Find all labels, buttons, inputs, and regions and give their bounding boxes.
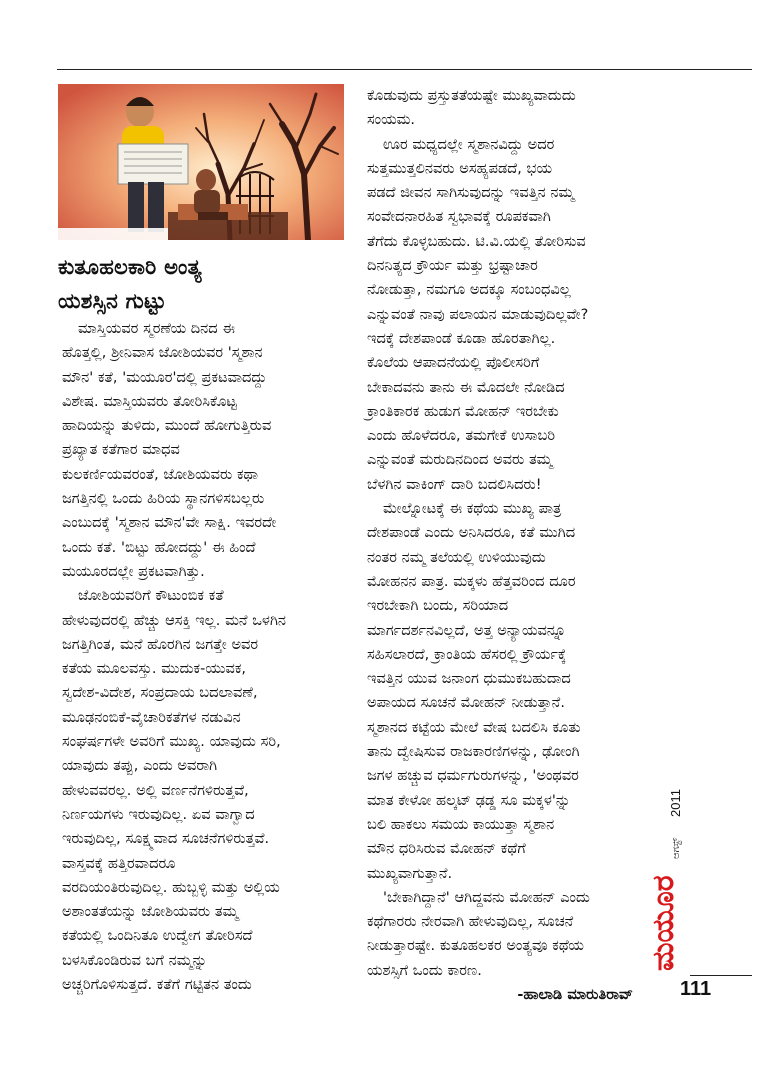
- paragraph-line: ಇವತ್ತಿನ ಯುವ ಜನಾಂಗ ಧುಮುಕಬಹುದಾದ: [367, 671, 571, 688]
- paragraph-line: ಕತೆಯ ಮೂಲವಸ್ತು. ಮುದುಕ-ಯುವಕ,: [62, 661, 247, 678]
- headline-line-1: ಕುತೂಹಲಕಾರಿ ಅಂತ್ಯ: [58, 255, 202, 279]
- paragraph-line: ಮಾರ್ಗದರ್ಶನವಿಲ್ಲದೆ, ಅತ್ತ ಅನ್ಯಾಯವನ್ನೂ: [367, 622, 567, 639]
- paragraph-line: ಬೆಳಗಿನ ವಾಕಿಂಗ್ ದಾರಿ ಬದಲಿಸಿದರು!: [367, 476, 542, 493]
- paragraph-line: ಬಳಸಿಕೊಂಡಿರುವ ಬಗೆ ನಮ್ಮನ್ನು: [62, 952, 208, 969]
- paragraph-line: ಹಾದಿಯನ್ನು ತುಳಿದು, ಮುಂದೆ ಹೋಗುತ್ತಿರುವ: [62, 418, 272, 435]
- paragraph-line: ಅಪಾಯದ ಸೂಚನೆ ಮೋಹನ್ ನೀಡುತ್ತಾನೆ.: [367, 695, 565, 712]
- paragraph-line: ಹೇಳುವುದರಲ್ಲಿ ಹೆಚ್ಚು ಆಸಕ್ತಿ ಇಲ್ಲ. ಮನೆ ಒಳಗಿನ: [62, 612, 287, 629]
- paragraph-line: ಮೌನ' ಕತೆ, 'ಮಯೂರ'ದಲ್ಲಿ ಪ್ರಕಟವಾದದ್ದು: [62, 369, 267, 386]
- top-rule: [57, 69, 752, 70]
- paragraph-line: ಊರ ಮಧ್ಯದಲ್ಲೇ ಸ್ಮಶಾನವಿದ್ದು ಅದರ: [383, 136, 555, 153]
- paragraph-line: ಜೋಶಿಯವರಿಗೆ ಕೌಟುಂಬಿಕ ಕತೆ: [78, 588, 224, 605]
- right-column: [367, 84, 663, 1007]
- author-name: -ಹಾಲಾಡಿ ಮಾರುತಿರಾವ್: [517, 986, 633, 1003]
- paragraph-line: ಎಂಬುದಕ್ಕೆ 'ಸ್ಮಶಾನ ಮೌನ'ವೇ ಸಾಕ್ಷಿ. ಇವರದೇ: [62, 515, 277, 532]
- paragraph-line: ಜಗತ್ತಿಗಿಂತ, ಮನೆ ಹೊರಗಿನ ಜಗತ್ತೇ ಅವರ: [62, 636, 259, 653]
- paragraph-line: ಮೌನ ಧರಿಸಿರುವ ಮೋಹನ್ ಕಥೆಗೆ: [367, 841, 526, 858]
- story-illustration: [58, 84, 344, 240]
- paragraph-line: ಜಗತ್ತಿನಲ್ಲಿ ಒಂದು ಹಿರಿಯ ಸ್ಥಾನಗಳಿಸಬಲ್ಲರು: [62, 491, 265, 508]
- paragraph-line: ತೆಗೆದು ಕೊಳ್ಳಬಹುದು. ಟಿ.ವಿ.ಯಲ್ಲಿ ತೋರಿಸುವ: [367, 233, 586, 250]
- paragraph-line: ಎನ್ನುವಂತೆ ಮರುದಿನದಿಂದ ಅವರು ತಮ್ಮ: [367, 452, 553, 469]
- paragraph-line: ಪಡದೆ ಜೀವನ ಸಾಗಿಸುವುದನ್ನು ಇವತ್ತಿನ ನಮ್ಮ: [367, 185, 575, 202]
- paragraph-line: ಬೇಕಾದವನು ತಾನು ಈ ಮೊದಲೇ ನೋಡಿದ: [367, 379, 565, 396]
- paragraph-line: ನೀಡುತ್ತಾರಷ್ಟೇ. ಕುತೂಹಲಕರ ಅಂತ್ಯವೂ ಕಥೆಯ: [367, 938, 584, 955]
- paragraph-line: ಕತೆಯಲ್ಲಿ ಒಂದಿನಿತೂ ಉದ್ವೇಗ ತೋರಿಸದೆ: [62, 928, 253, 945]
- paragraph-line: ಬಲಿ ಹಾಕಲು ಸಮಯ ಕಾಯುತ್ತಾ ಸ್ಮಶಾನ: [367, 816, 555, 833]
- paragraph-line: 'ಬೇಕಾಗಿದ್ದಾನೆ' ಆಗಿದ್ದವನು ಮೋಹನ್ ಎಂದು: [383, 889, 590, 906]
- paragraph-line: ಹೇಳುವವರಲ್ಲ. ಅಲ್ಲಿ ವರ್ಣನೆಗಳಿರುತ್ತವೆ,: [62, 782, 249, 799]
- paragraph-line: ವಾಸ್ತವಕ್ಕೆ ಹತ್ತಿರವಾದರೂ: [62, 855, 176, 872]
- paragraph-line: ಪ್ರಖ್ಯಾತ ಕತೆಗಾರ ಮಾಧವ: [62, 442, 180, 459]
- paragraph-line: ಯಶಸ್ಸಿಗೆ ಒಂದು ಕಾರಣ.: [367, 962, 482, 979]
- paragraph-line: ಕ್ರಾಂತಿಕಾರಕ ಹುಡುಗ ಮೋಹನ್ ಇರಬೇಕು: [367, 403, 559, 420]
- paragraph-line: ಕಥೆಗಾರರು ನೇರವಾಗಿ ಹೇಳುವುದಿಲ್ಲ, ಸೂಚನೆ: [367, 914, 574, 931]
- paragraph-line: ಇದಕ್ಕೆ ದೇಶಪಾಂಡೆ ಕೂಡಾ ಹೊರತಾಗಿಲ್ಲ.: [367, 330, 556, 347]
- paragraph-line: ಎಂದು ಹೊಳೆದರೂ, ತಮಗೇಕೆ ಉಸಾಬರಿ: [367, 428, 556, 445]
- paragraph-line: ಮಾತ ಕೇಳೋ ಹಲ್ಕಟ್ ಢಡ್ಡ ಸೂ ಮಕ್ಕಳ'ನ್ನು: [367, 792, 571, 809]
- paragraph-line: ಮಾಸ್ತಿಯವರ ಸ್ಮರಣೆಯ ದಿನದ ಈ: [78, 321, 235, 337]
- paragraph-line: ನಂತರ ನಮ್ಮ ತಲೆಯಲ್ಲಿ ಉಳಿಯುವುದು: [367, 549, 546, 566]
- paragraph-line: ಸುತ್ತಮುತ್ತಲಿನವರು ಅಸಹ್ಯಪಡದೆ, ಭಯ: [367, 160, 552, 177]
- page-number-rule: [690, 975, 752, 976]
- paragraph-line: ಕುಲಕರ್ಣಿಯವರಂತೆ, ಜೋಶಿಯವರು ಕಥಾ: [62, 466, 259, 483]
- paragraph-line: ಜಗಳ ಹಚ್ಚುವ ಧರ್ಮಗುರುಗಳನ್ನು, 'ಅಂಥವರ: [367, 768, 579, 785]
- paragraph-line: ಮೋಹನನ ಪಾತ್ರ. ಮಕ್ಕಳು ಹೆತ್ತವರಿಂದ ದೂರ: [367, 573, 576, 590]
- paragraph-line: ದಿನನಿತ್ಯದ ಕ್ರೌರ್ಯ ಮತ್ತು ಭ್ರಷ್ಟಾಚಾರ: [367, 258, 538, 275]
- paragraph-line: ಇರಬೇಕಾಗಿ ಬಂದು, ಸರಿಯಾದ: [367, 598, 509, 615]
- paragraph-line: ಒಂದು ಕತೆ. 'ಬಿಟ್ಟು ಹೋದದ್ದು' ಈ ಹಿಂದೆ: [62, 539, 256, 556]
- paragraph-line: ಹೊತ್ತಲ್ಲಿ, ಶ್ರೀನಿವಾಸ ಜೋಶಿಯವರ 'ಸ್ಮಶಾನ: [62, 345, 263, 362]
- paragraph-line: ಸಂಯಮ.: [367, 112, 416, 129]
- paragraph-line: ಇರುವುದಿಲ್ಲ, ಸೂಕ್ಷ್ಮವಾದ ಸೂಚನೆಗಳಿರುತ್ತವೆ.: [62, 831, 270, 848]
- magazine-logo: ಮಯೂರ: [646, 875, 681, 971]
- page-number: 111: [680, 978, 712, 1000]
- issue-month: ಆಗಸ್ಟ್: [671, 837, 682, 859]
- paragraph-line: ನೋಡುತ್ತಾ, ನಮಗೂ ಅದಕ್ಕೂ ಸಂಬಂಧವಿಲ್ಲ: [367, 282, 571, 299]
- paragraph-line: ಸಹಿಸಲಾರದೆ, ಕ್ರಾಂತಿಯ ಹೆಸರಲ್ಲಿ ಕ್ರೌರ್ಯಕ್ಕೆ: [367, 646, 567, 663]
- issue-year: 2011: [668, 789, 683, 817]
- author-signature: [367, 983, 663, 1007]
- paragraph-line: ಅಶಾಂತತೆಯನ್ನು ಜೋಶಿಯವರು ತಮ್ಮ: [62, 904, 239, 921]
- paragraph-line: ಸ್ವದೇಶ-ವಿದೇಶ, ಸಂಪ್ರದಾಯ ಬದಲಾವಣೆ,: [62, 685, 258, 702]
- article-headline: [58, 250, 348, 318]
- paragraph-line: ಯಾವುದು ತಪ್ಪು, ಎಂದು ಅವರಾಗಿ: [62, 758, 218, 775]
- paragraph-line: ಮಯೂರದಲ್ಲೇ ಪ್ರಕಟವಾಗಿತ್ತು.: [62, 563, 205, 580]
- paragraph-line: ಕೊಲೆಯ ಆಪಾದನೆಯಲ್ಲಿ ಪೊಲೀಸರಿಗೆ: [367, 355, 540, 372]
- left-column: [62, 317, 358, 997]
- paragraph-line: ಅಚ್ಚರಿಗೊಳಿಸುತ್ತದೆ. ಕತೆಗೆ ಗಟ್ಟಿತನ ತಂದು: [62, 977, 252, 994]
- paragraph-line: ಸ್ಮಶಾನದ ಕಟ್ಟೆಯ ಮೇಲೆ ವೇಷ ಬದಲಿಸಿ ಕೂತು: [367, 719, 581, 736]
- headline-line-2: ಯಶಸ್ಸಿನ ಗುಟ್ಟು: [58, 289, 167, 313]
- magazine-sidebar: [646, 783, 686, 973]
- paragraph-line: ವಿಶೇಷ. ಮಾಸ್ತಿಯವರು ತೋರಿಸಿಕೊಟ್ಟ: [62, 393, 237, 410]
- paragraph-line: ಕೊಡುವುದು ಪ್ರಸ್ತುತತೆಯಷ್ಟೇ ಮುಖ್ಯವಾದುದು: [367, 88, 576, 104]
- paragraph-line: ಸಂಘರ್ಷಗಳೇ ಅವರಿಗೆ ಮುಖ್ಯ. ಯಾವುದು ಸರಿ,: [62, 734, 281, 751]
- paragraph-line: ತಾನು ದ್ವೇಷಿಸುವ ರಾಜಕಾರಣಿಗಳನ್ನು, ಢೋಂಗಿ: [367, 744, 580, 761]
- paragraph-line: ಮೇಲ್ನೋಟಕ್ಕೆ ಈ ಕಥೆಯ ಮುಖ್ಯ ಪಾತ್ರ: [383, 501, 562, 518]
- paragraph-line: ವರದಿಯಂತಿರುವುದಿಲ್ಲ. ಹುಬ್ಬಳ್ಳಿ ಮತ್ತು ಅಲ್ಲಿಯ: [62, 879, 280, 896]
- paragraph-line: ಮೂಢನಂಬಿಕೆ-ವೈಚಾರಿಕತೆಗಳ ನಡುವಿನ: [62, 709, 241, 726]
- paragraph-line: ಸಂವೇದನಾರಹಿತ ಸ್ವಭಾವಕ್ಕೆ ರೂಪಕವಾಗಿ: [367, 209, 551, 226]
- paragraph-line: ದೇಶಪಾಂಡೆ ಎಂದು ಅನಿಸಿದರೂ, ಕತೆ ಮುಗಿದ: [367, 525, 576, 542]
- paragraph-line: ಎನ್ನುವಂತೆ ನಾವು ಪಲಾಯನ ಮಾಡುವುದಿಲ್ಲವೇ?: [367, 306, 589, 323]
- paragraph-line: ನಿರ್ಣಯಗಳು ಇರುವುದಿಲ್ಲ. ಏವ ವಾಗ್ವಾದ: [62, 806, 255, 823]
- paragraph-line: ಮುಖ್ಯವಾಗುತ್ತಾನೆ.: [367, 865, 453, 882]
